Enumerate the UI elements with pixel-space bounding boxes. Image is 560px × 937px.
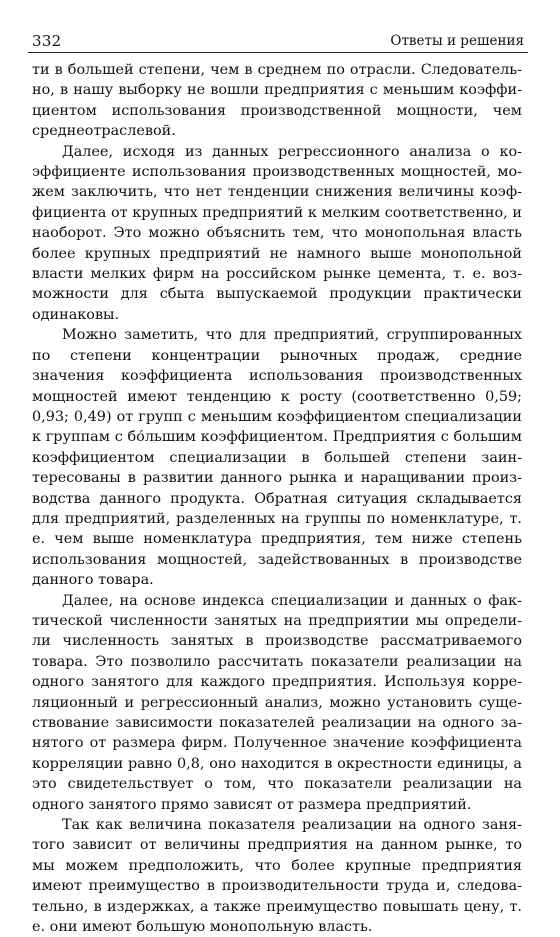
paragraph: Далее, на основе индекса специализации и данных о фактической численности занятых на предприятии мы определили численность занятых в производстве рассматриваемого товара. Это позволило рассчитать показатели реализации на одного занятого для каждого предприятия. Используя корреляционный и регрессионный анализ, можно установить существование зависимости показателей реализации на одного занятого от размера фирм. Полученное значение коэффициента корреляции равно 0,8, оно находится в окрестности единицы, а это свидетельствует о том, что показатели реализации на одного занятого прямо зависят от размера предприятий. — [32, 592, 522, 813]
body-text — [32, 60, 522, 937]
paragraph-continuation: ти в большей степени, чем в среднем по отрасли. Следовательно, в нашу выборку не вошли предприятия с меньшим коэффициентом использования производственной мощности, чем среднеотраслевой. — [32, 62, 522, 140]
paragraph: Можно заметить, что для предприятий, сгруппированных по степени концентрации рыночных продаж, средние значения коэффициента использования производственных мощностей имеют тенденцию к росту (соответственно 0,59; 0,93; 0,49) от групп с меньшим коэффициентом специализации к группам с бо́льшим коэффициентом. Предприятия с большим коэффициентом специализации в большей степени заинтересованы в развитии данного рынка и наращивании производства данного продукта. Обратная ситуация складывается для предприятий, разделенных на группы по номенклатуре, т. е. чем выше номенклатура предприятия, тем ниже степень использования мощностей, задействованных в производстве данного товара. — [32, 327, 522, 589]
paragraph: Так как величина показателя реализации на одного занятого зависит от величины предприятия на данном рынке, то мы можем предположить, что более крупные предприятия имеют преимущество в производительности труда и, следовательно, в издержках, а также преимущество повышать цену, т. е. они имеют большую монопольную власть. — [32, 817, 522, 936]
page-header — [28, 30, 528, 53]
paragraph: Далее, исходя из данных регрессионного анализа о коэффициенте использования производственных мощностей, можем заключить, что нет тенденции снижения величины коэффициента от крупных предприятий к мелким соответственно, и наоборот. Это можно объяснить тем, что монопольная власть более крупных предприятий не намного выше монопольной власти мелких фирм на российском рынке цемента, т. е. возможности для сбыта выпускаемой продукции практически одинаковы. — [32, 143, 522, 323]
page-number: 332 — [32, 32, 62, 50]
running-title: Ответы и решения — [390, 33, 524, 49]
